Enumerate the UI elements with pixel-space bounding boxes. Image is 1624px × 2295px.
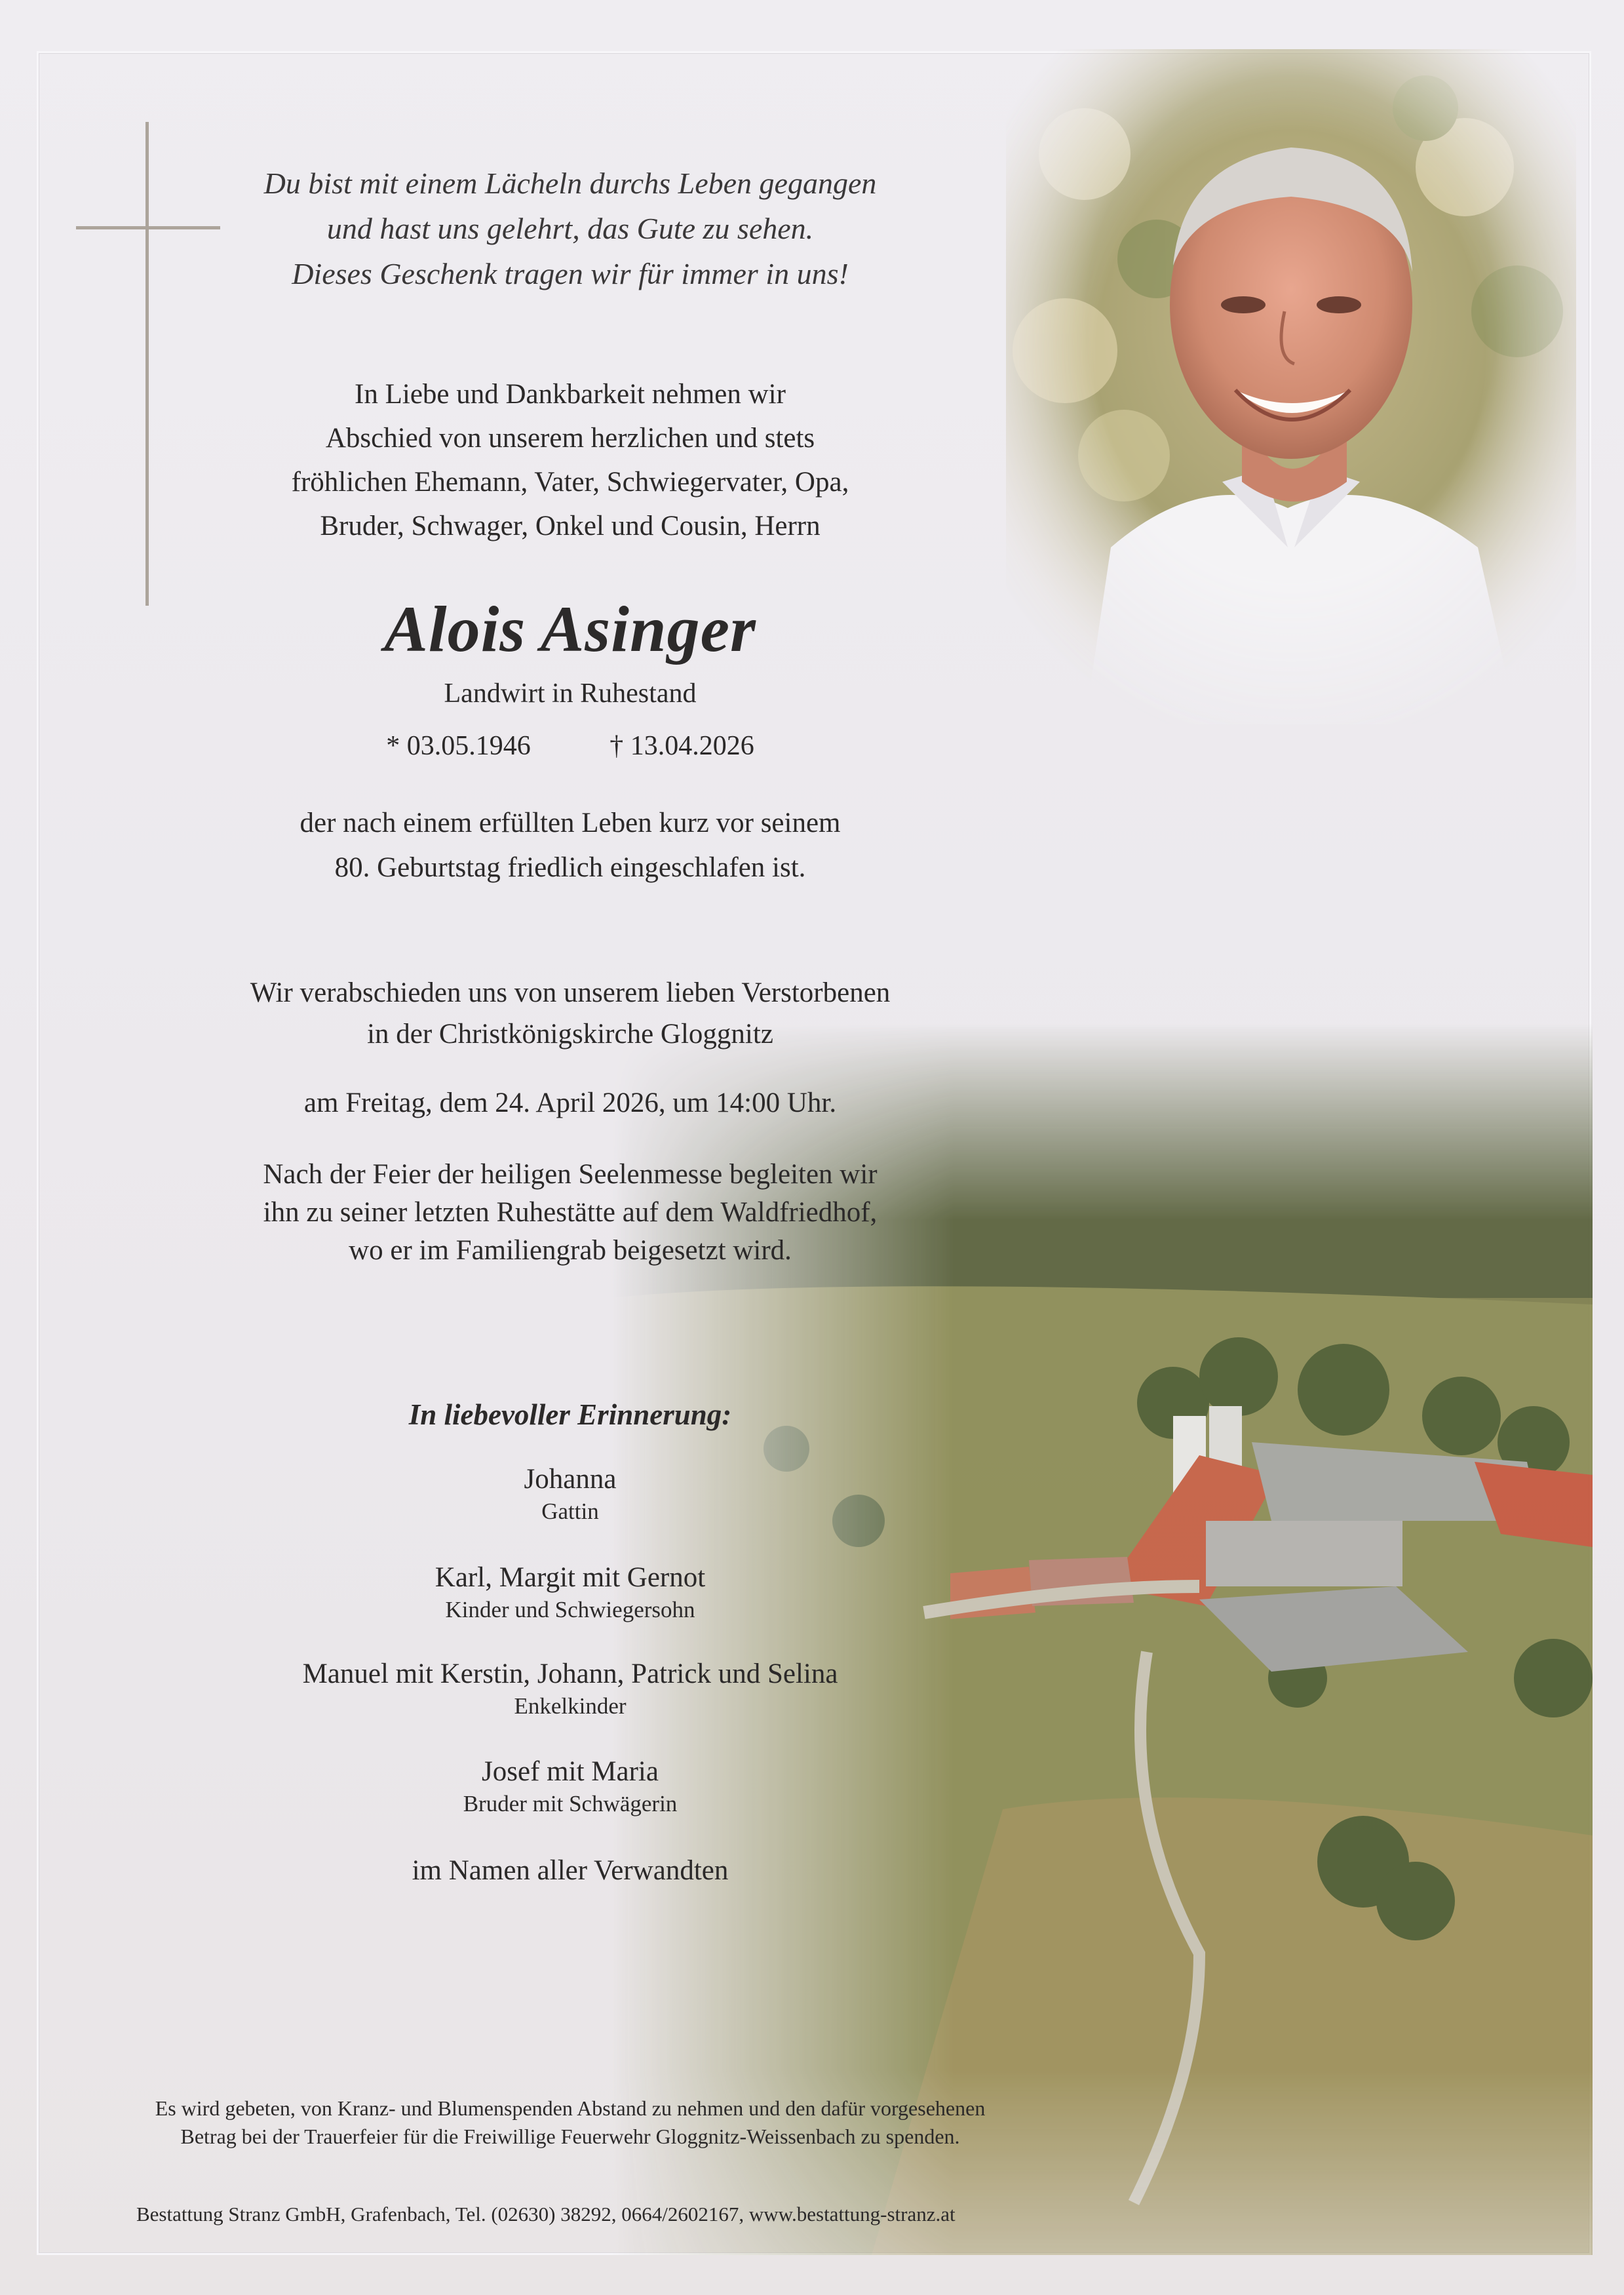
mourner-relation: Bruder mit Schwägerin	[463, 1791, 678, 1816]
deceased-name: Alois Asinger	[384, 593, 756, 665]
closing-text	[118, 801, 1022, 890]
intro-text	[118, 372, 1022, 548]
death-date: † 13.04.2026	[609, 731, 754, 761]
closing-line: der nach einem erfüllten Leben kurz vor seinem	[300, 808, 841, 838]
mourner-entry	[118, 1462, 1022, 1526]
intro-line: fröhlichen Ehemann, Vater, Schwiegervater, Opa,	[291, 467, 849, 498]
mourner-relation: Gattin	[541, 1499, 599, 1524]
service-datetime: am Freitag, dem 24. April 2026, um 14:00 Uhr.	[303, 1088, 837, 1118]
memorial-title: In liebevoller Erinnerung:	[408, 1398, 732, 1431]
mourner-names: Johanna	[524, 1464, 617, 1495]
donation-note	[72, 2094, 1068, 2151]
portrait-photo	[1006, 49, 1576, 724]
farewell-line: in der Christkönigskirche Gloggnitz	[367, 1019, 773, 1049]
mourner-entry	[118, 1754, 1022, 1818]
farewell-text	[118, 972, 1022, 1055]
on-behalf-text: im Namen aller Verwandten	[412, 1855, 729, 1886]
closing-line: 80. Geburtstag friedlich eingeschlafen ist.	[334, 852, 806, 883]
funeral-home-footer: Bestattung Stranz GmbH, Grafenbach, Tel. (02630) 38292, 0664/2602167, www.bestattung-stranz.at	[136, 2203, 956, 2226]
burial-text	[118, 1156, 1022, 1270]
life-dates	[118, 728, 1022, 764]
mourner-relation: Kinder und Schwiegersohn	[445, 1597, 695, 1622]
verse-line: Du bist mit einem Lächeln durchs Leben gegangen	[263, 167, 877, 200]
mourner-entry	[118, 1657, 1022, 1721]
burial-line: ihn zu seiner letzten Ruhestätte auf dem Waldfriedhof,	[263, 1197, 878, 1228]
mourner-names: Josef mit Maria	[482, 1756, 659, 1787]
mourner-relation: Enkelkinder	[514, 1693, 627, 1719]
mourner-entry	[118, 1560, 1022, 1624]
verse	[118, 161, 1022, 296]
birth-date: * 03.05.1946	[386, 731, 531, 761]
intro-line: In Liebe und Dankbarkeit nehmen wir	[355, 379, 786, 410]
donation-note-line: Betrag bei der Trauerfeier für die Freiwillige Feuerwehr Gloggnitz-Weissenbach zu spenden.	[180, 2125, 960, 2148]
farewell-line: Wir verabschieden uns von unserem lieben Verstorbenen	[250, 977, 891, 1008]
intro-line: Abschied von unserem herzlichen und stets	[325, 423, 815, 454]
mourner-names: Karl, Margit mit Gernot	[435, 1562, 706, 1593]
verse-line: und hast uns gelehrt, das Gute zu sehen.	[326, 212, 814, 245]
intro-line: Bruder, Schwager, Onkel und Cousin, Herrn	[320, 511, 821, 541]
burial-line: wo er im Familiengrab beigesetzt wird.	[349, 1235, 792, 1266]
donation-note-line: Es wird gebeten, von Kranz- und Blumenspenden Abstand zu nehmen und den dafür vorgesehenen	[155, 2096, 986, 2120]
deceased-profession: Landwirt in Ruhestand	[444, 678, 697, 709]
mourner-names: Manuel mit Kerstin, Johann, Patrick und Selina	[302, 1658, 838, 1689]
verse-line: Dieses Geschenk tragen wir für immer in uns!	[292, 257, 849, 290]
burial-line: Nach der Feier der heiligen Seelenmesse begleiten wir	[263, 1159, 878, 1190]
